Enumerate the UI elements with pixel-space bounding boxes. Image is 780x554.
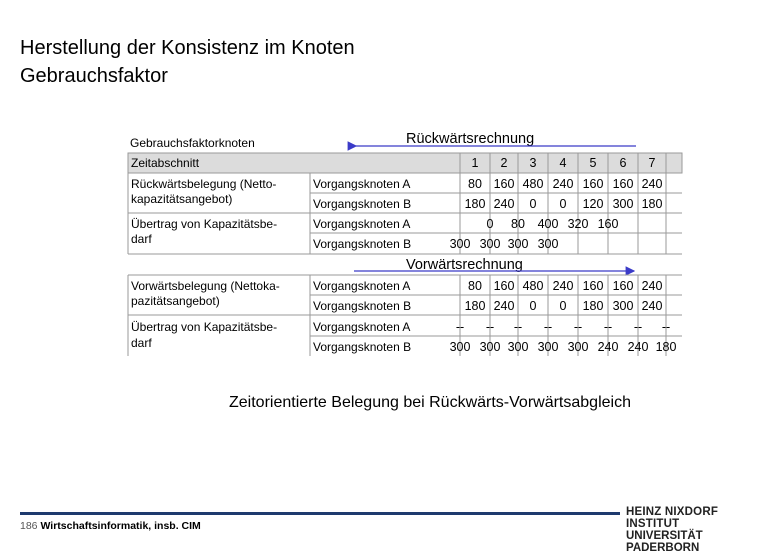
- header-label: Gebrauchsfaktorknoten: [130, 136, 255, 150]
- logo-line-1: HEINZ NIXDORF INSTITUT: [626, 506, 719, 530]
- period-header: 4: [559, 156, 567, 170]
- node-label: Vorgangsknoten A: [313, 177, 411, 191]
- cell-value: 160: [493, 177, 515, 191]
- page-number: 186: [20, 520, 38, 532]
- period-header: 3: [529, 156, 537, 170]
- node-label: Vorgangsknoten A: [313, 217, 411, 231]
- top-section2-label-cont: darf: [131, 232, 152, 246]
- cell-value: 300: [449, 340, 471, 354]
- node-label: Vorgangsknoten B: [313, 340, 412, 354]
- cell-value: 480: [522, 177, 544, 191]
- period-header: 5: [589, 156, 597, 170]
- cell-value: 240: [552, 279, 574, 293]
- node-label: Vorgangsknoten A: [313, 320, 411, 334]
- title-line-2: Gebrauchsfaktor: [20, 65, 168, 87]
- period-label: Zeitabschnitt: [131, 156, 200, 170]
- cell-value: 240: [493, 299, 515, 313]
- period-header: 6: [619, 156, 627, 170]
- backward-label: Rückwärtsrechnung: [406, 131, 535, 147]
- top-section2-label: Übertrag von Kapazitätsbe-: [131, 217, 278, 231]
- cell-value: 120: [582, 197, 604, 211]
- logo-line-2: UNIVERSITÄT PADERBORN: [626, 530, 703, 554]
- title-line-1: Herstellung der Konsistenz im Knoten: [20, 37, 355, 59]
- top-section1-label-cont: kapazitätsangebot): [131, 192, 233, 206]
- node-label: Vorgangsknoten B: [313, 299, 412, 313]
- cell-value: 0: [559, 197, 567, 211]
- cell-value: 160: [612, 279, 634, 293]
- cell-value: 240: [641, 177, 663, 191]
- cell-value: 240: [493, 197, 515, 211]
- cell-value: 300: [537, 340, 559, 354]
- cell-value: --: [455, 320, 465, 334]
- cell-value: 180: [655, 340, 677, 354]
- cell-value: --: [573, 320, 583, 334]
- cell-value: 300: [567, 340, 589, 354]
- forward-label: Vorwärtsrechnung: [406, 257, 523, 273]
- cell-value: 400: [537, 217, 559, 231]
- cell-value: 480: [522, 279, 544, 293]
- cell-value: 300: [479, 237, 501, 251]
- bottom-section1-label-cont: pazitätsangebot): [131, 294, 220, 308]
- institute-logo: [626, 506, 766, 554]
- cell-value: 160: [493, 279, 515, 293]
- cell-value: --: [661, 320, 671, 334]
- cell-value: 320: [567, 217, 589, 231]
- cell-value: 300: [507, 340, 529, 354]
- cell-value: 300: [612, 197, 634, 211]
- period-header: 2: [500, 156, 508, 170]
- cell-value: 240: [641, 299, 663, 313]
- cell-value: --: [633, 320, 643, 334]
- cell-value: 0: [486, 217, 494, 231]
- bottom-section2-label-cont: darf: [131, 336, 152, 350]
- top-values: [450, 177, 663, 251]
- footer: [20, 520, 201, 532]
- cell-value: 160: [612, 177, 634, 191]
- cell-value: 0: [529, 197, 537, 211]
- bottom-section2-label: Übertrag von Kapazitätsbe-: [131, 320, 278, 334]
- bottom-values: [450, 279, 677, 354]
- cell-value: 80: [468, 279, 482, 293]
- cell-value: 240: [641, 279, 663, 293]
- cell-value: --: [543, 320, 553, 334]
- cell-value: 180: [464, 299, 486, 313]
- cell-value: --: [485, 320, 495, 334]
- cell-value: 180: [641, 197, 663, 211]
- top-section1-label: Rückwärtsbelegung (Netto-: [131, 177, 277, 191]
- cell-value: --: [513, 320, 523, 334]
- node-label: Vorgangsknoten A: [313, 279, 411, 293]
- period-header: 1: [471, 156, 479, 170]
- cell-value: 80: [468, 177, 482, 191]
- node-label: Vorgangsknoten B: [313, 237, 412, 251]
- footer-course: Wirtschaftsinformatik, insb. CIM: [40, 520, 201, 532]
- cell-value: 0: [559, 299, 567, 313]
- cell-value: 300: [612, 299, 634, 313]
- cell-value: 0: [529, 299, 537, 313]
- cell-value: 300: [507, 237, 529, 251]
- cell-value: 180: [582, 299, 604, 313]
- cell-value: 300: [449, 237, 471, 251]
- cell-value: 80: [511, 217, 525, 231]
- footer-rule: [20, 512, 620, 515]
- cell-value: 300: [479, 340, 501, 354]
- period-header: 7: [648, 156, 656, 170]
- cell-value: 240: [597, 340, 619, 354]
- cell-value: --: [603, 320, 613, 334]
- cell-value: 240: [627, 340, 649, 354]
- cell-value: 180: [464, 197, 486, 211]
- bottom-section1-label: Vorwärtsbelegung (Nettoka-: [131, 279, 280, 293]
- cell-value: 300: [537, 237, 559, 251]
- node-label: Vorgangsknoten B: [313, 197, 412, 211]
- cell-value: 160: [582, 177, 604, 191]
- cell-value: 160: [597, 217, 619, 231]
- cell-value: 240: [552, 177, 574, 191]
- figure-caption: Zeitorientierte Belegung bei Rückwärts-Vorwärtsabgleich: [229, 394, 631, 411]
- cell-value: 160: [582, 279, 604, 293]
